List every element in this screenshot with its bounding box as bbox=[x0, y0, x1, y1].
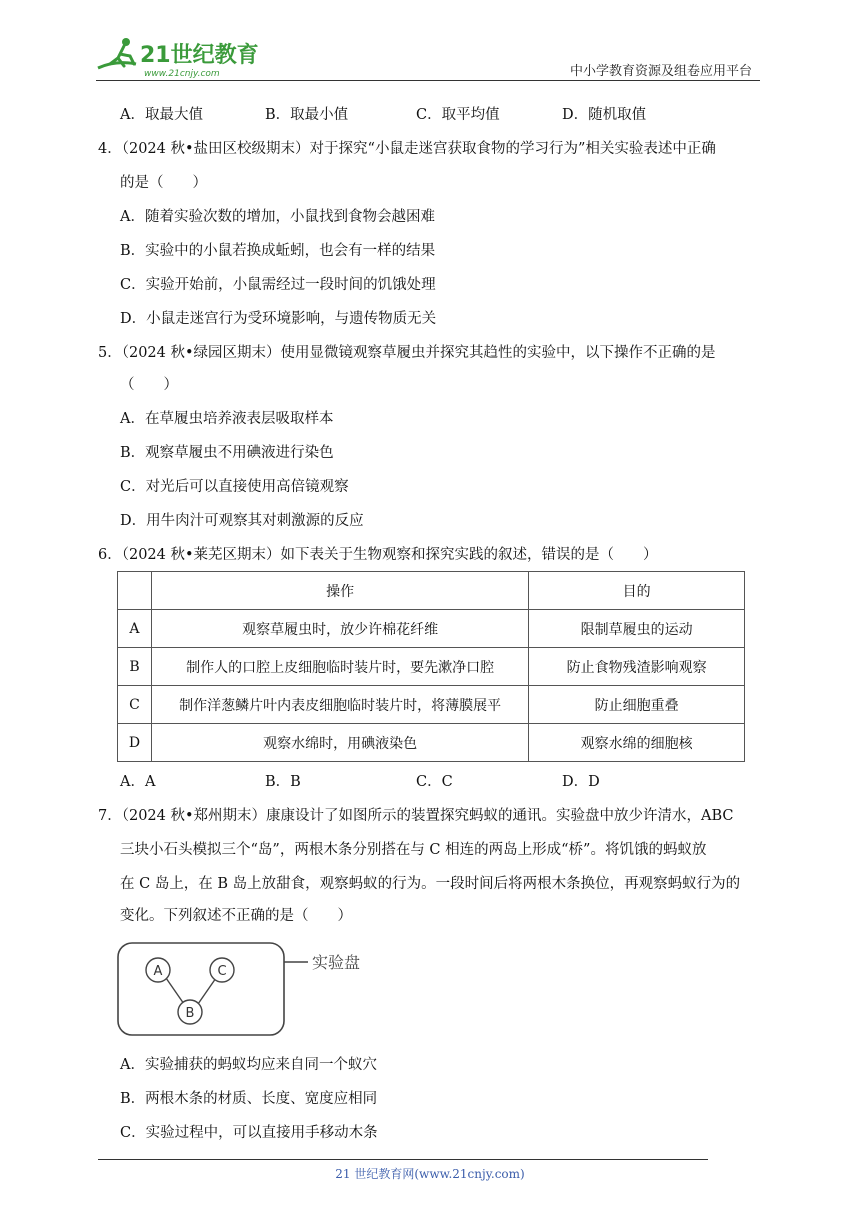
q4-option-d[interactable]: D．小鼠走迷宫行为受环境影响，与遗传物质无关 bbox=[120, 311, 437, 327]
experiment-tray bbox=[118, 943, 284, 1035]
q7-option-b[interactable]: B．两根木条的材质、长度、宽度应相同 bbox=[120, 1091, 378, 1107]
table-cell: A bbox=[118, 610, 152, 648]
q3-option-d[interactable]: D．随机取值 bbox=[562, 107, 647, 123]
table-row bbox=[118, 648, 745, 686]
footer-text[interactable]: 21 世纪教育网(www.21cnjy.com) bbox=[335, 1167, 525, 1181]
table-cell: 观察草履虫时，放少许棉花纤维 bbox=[151, 610, 528, 648]
q5-option-d[interactable]: D．用牛肉汁可观察其对刺激源的反应 bbox=[120, 513, 364, 529]
q7-option-c[interactable]: C．实验过程中，可以直接用手移动木条 bbox=[120, 1125, 378, 1141]
table-cell: 防止细胞重叠 bbox=[529, 686, 745, 724]
footer-divider bbox=[98, 1159, 708, 1160]
logo-text: 21世纪教育 bbox=[140, 43, 259, 68]
header-platform-text: 中小学教育资源及组卷应用平台 bbox=[569, 64, 752, 79]
q7-stem-line1: 7．（2024 秋•郑州期末）康康设计了如图所示的装置探究蚂蚁的通讯。实验盘中放少许清水，ABC bbox=[98, 808, 734, 824]
q5-option-b[interactable]: B．观察草履虫不用碘液进行染色 bbox=[120, 445, 334, 461]
table-header-row bbox=[118, 572, 745, 610]
q7-stem-line2: 三块小石头模拟三个“岛”，两根木条分别搭在与 C 相连的两岛上形成“桥”。将饥饿的蚂蚁放 bbox=[120, 842, 707, 858]
bridge-c-b bbox=[198, 978, 216, 1004]
q3-option-c[interactable]: C．取平均值 bbox=[416, 107, 500, 123]
island-b-label: B bbox=[185, 1006, 195, 1021]
q7-stem-line4: 变化。下列叙述不正确的是（ ） bbox=[120, 908, 352, 924]
q7-stem-line3: 在 C 岛上，在 B 岛上放甜食，观察蚂蚁的行为。一段时间后将两根木条换位，再观察蚂蚁行为的 bbox=[120, 876, 741, 892]
table-cell: C bbox=[118, 686, 152, 724]
table-row bbox=[118, 724, 745, 762]
logo-url: www.21cnjy.com bbox=[144, 69, 220, 79]
q5-option-a[interactable]: A．在草履虫培养液表层吸取样本 bbox=[120, 411, 334, 427]
q6-stem: 6．（2024 秋•莱芜区期末）如下表关于生物观察和探究实践的叙述，错误的是（ ） bbox=[98, 547, 658, 563]
q6-option-b[interactable]: B．B bbox=[265, 774, 301, 790]
table-header-cell bbox=[118, 572, 152, 610]
table-header-cell: 操作 bbox=[151, 572, 528, 610]
table-row bbox=[118, 686, 745, 724]
table-cell: 防止食物残渣影响观察 bbox=[529, 648, 745, 686]
header-divider bbox=[96, 80, 760, 81]
q7-option-a[interactable]: A．实验捕获的蚂蚁均应来自同一个蚁穴 bbox=[120, 1057, 377, 1073]
q3-option-b[interactable]: B．取最小值 bbox=[265, 107, 349, 123]
table-row bbox=[118, 610, 745, 648]
q5-stem-line2: （ ） bbox=[120, 377, 178, 393]
q5-option-c[interactable]: C．对光后可以直接使用高倍镜观察 bbox=[120, 479, 349, 495]
table-cell: D bbox=[118, 724, 152, 762]
site-logo bbox=[96, 34, 266, 80]
table-cell: 观察水绵时，用碘液染色 bbox=[151, 724, 528, 762]
q4-stem-line1: 4．（2024 秋•盐田区校级期末）对于探究“小鼠走迷宫获取食物的学习行为”相关实验表述中正确 bbox=[98, 141, 716, 157]
table-cell: 限制草履虫的运动 bbox=[529, 610, 745, 648]
q4-option-c[interactable]: C．实验开始前，小鼠需经过一段时间的饥饿处理 bbox=[120, 277, 436, 293]
q3-option-a[interactable]: A．取最大值 bbox=[120, 107, 203, 123]
q6-option-a[interactable]: A．A bbox=[120, 774, 156, 790]
q4-stem-line2: 的是（ ） bbox=[120, 175, 207, 191]
q6-table bbox=[117, 571, 745, 762]
table-cell: 制作洋葱鳞片叶内表皮细胞临时装片时，将薄膜展平 bbox=[151, 686, 528, 724]
q5-stem-line1: 5．（2024 秋•绿园区期末）使用显微镜观察草履虫并探究其趋性的实验中，以下操作不正确的是 bbox=[98, 345, 716, 361]
tray-label: 实验盘 bbox=[312, 953, 361, 972]
table-cell: 制作人的口腔上皮细胞临时装片时，要先漱净口腔 bbox=[151, 648, 528, 686]
island-a-label: A bbox=[153, 964, 163, 979]
q6-option-d[interactable]: D．D bbox=[562, 774, 600, 790]
table-cell: B bbox=[118, 648, 152, 686]
q4-option-a[interactable]: A．随着实验次数的增加，小鼠找到食物会越困难 bbox=[120, 209, 435, 225]
island-c-label: C bbox=[217, 964, 227, 979]
table-cell: 观察水绵的细胞核 bbox=[529, 724, 745, 762]
ant-experiment-diagram bbox=[116, 940, 376, 1040]
table-header-cell: 目的 bbox=[529, 572, 745, 610]
bridge-a-b bbox=[166, 978, 184, 1004]
q6-option-c[interactable]: C．C bbox=[416, 774, 453, 790]
q4-option-b[interactable]: B．实验中的小鼠若换成蚯蚓，也会有一样的结果 bbox=[120, 243, 436, 259]
